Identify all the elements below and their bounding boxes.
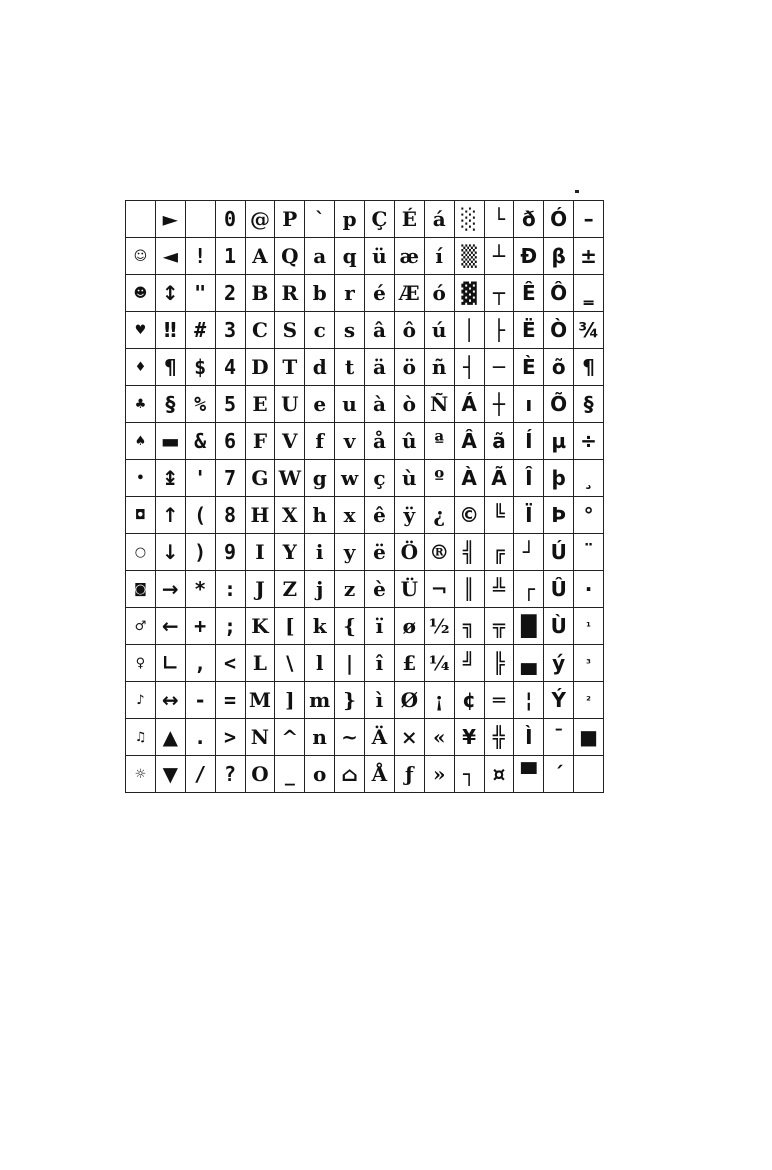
char-cell: ↑ xyxy=(155,497,185,534)
char-cell: ä xyxy=(365,349,395,386)
char-cell: } xyxy=(335,682,365,719)
char-cell: ´ xyxy=(544,756,574,793)
char-cell: █ xyxy=(514,608,544,645)
char-cell: % xyxy=(185,386,215,423)
char-cell: < xyxy=(215,645,245,682)
char-cell: ◄ xyxy=(155,238,185,275)
char-cell: Z xyxy=(275,571,305,608)
char-cell: 3 xyxy=(215,312,245,349)
char-cell: È xyxy=(514,349,544,386)
char-cell: ¢ xyxy=(454,682,484,719)
char-cell: ' xyxy=(185,460,215,497)
table-row xyxy=(126,349,604,386)
char-cell: └ xyxy=(484,201,514,238)
char-cell: g xyxy=(305,460,335,497)
char-cell: × xyxy=(394,719,424,756)
char-cell: É xyxy=(394,201,424,238)
char-cell: ı xyxy=(514,386,544,423)
char-cell: Q xyxy=(275,238,305,275)
char-cell: ‼ xyxy=(155,312,185,349)
char-cell: │ xyxy=(454,312,484,349)
table-row xyxy=(126,645,604,682)
char-cell: ç xyxy=(365,460,395,497)
char-cell: d xyxy=(305,349,335,386)
char-cell: ® xyxy=(424,534,454,571)
char-cell: ? xyxy=(215,756,245,793)
char-cell: [ xyxy=(275,608,305,645)
char-cell: ♣ xyxy=(126,386,156,423)
char-cell: ╚ xyxy=(484,497,514,534)
char-cell: ô xyxy=(394,312,424,349)
char-cell: ^ xyxy=(275,719,305,756)
char-cell: ▲ xyxy=(155,719,185,756)
char-cell: ¸ xyxy=(574,460,604,497)
char-cell: ♂ xyxy=(126,608,156,645)
char-cell: ¶ xyxy=(155,349,185,386)
char-cell: x xyxy=(335,497,365,534)
char-cell: , xyxy=(185,645,215,682)
char-cell: " xyxy=(185,275,215,312)
table-row xyxy=(126,312,604,349)
char-cell: µ xyxy=(544,423,574,460)
table-row xyxy=(126,534,604,571)
char-cell: é xyxy=(365,275,395,312)
char-cell: ¶ xyxy=(574,349,604,386)
char-cell: u xyxy=(335,386,365,423)
char-cell: → xyxy=(155,571,185,608)
char-cell: ░ xyxy=(454,201,484,238)
char-cell: Ù xyxy=(544,608,574,645)
char-cell: Ë xyxy=(514,312,544,349)
char-cell: ± xyxy=(574,238,604,275)
char-cell: ═ xyxy=(484,682,514,719)
char-cell: Å xyxy=(365,756,395,793)
table-row xyxy=(126,201,604,238)
char-cell: û xyxy=(394,423,424,460)
char-cell: I xyxy=(245,534,275,571)
char-cell: ) xyxy=(185,534,215,571)
char-cell: t xyxy=(335,349,365,386)
char-cell: ½ xyxy=(424,608,454,645)
char-cell: i xyxy=(305,534,335,571)
char-cell: : xyxy=(215,571,245,608)
char-cell: > xyxy=(215,719,245,756)
char-cell: ÷ xyxy=(574,423,604,460)
char-cell: Ø xyxy=(394,682,424,719)
char-cell: ¼ xyxy=(424,645,454,682)
char-cell: X xyxy=(275,497,305,534)
char-cell: ã xyxy=(484,423,514,460)
char-cell: ─ xyxy=(484,349,514,386)
char-cell: Û xyxy=(544,571,574,608)
char-cell: ▀ xyxy=(514,756,544,793)
char-cell: M xyxy=(245,682,275,719)
char-cell: ê xyxy=(365,497,395,534)
char-cell: A xyxy=(245,238,275,275)
char-cell: F xyxy=(245,423,275,460)
char-cell: ª xyxy=(424,423,454,460)
char-cell: á xyxy=(424,201,454,238)
char-cell: s xyxy=(335,312,365,349)
table-row xyxy=(126,497,604,534)
char-cell: º xyxy=(424,460,454,497)
table-row xyxy=(126,423,604,460)
char-cell: ┌ xyxy=(514,571,544,608)
char-cell: Ì xyxy=(514,719,544,756)
char-cell: Ú xyxy=(544,534,574,571)
char-cell: 8 xyxy=(215,497,245,534)
char-cell: @ xyxy=(245,201,275,238)
char-cell: P xyxy=(275,201,305,238)
char-cell: § xyxy=(574,386,604,423)
char-cell: ( xyxy=(185,497,215,534)
char-cell: ▼ xyxy=(155,756,185,793)
char-cell: þ xyxy=(544,460,574,497)
char-cell: ├ xyxy=(484,312,514,349)
char-cell: $ xyxy=(185,349,215,386)
char-cell: & xyxy=(185,423,215,460)
char-cell: Ö xyxy=(394,534,424,571)
char-cell: Ó xyxy=(544,201,574,238)
char-cell: ☻ xyxy=(126,275,156,312)
char-cell: ¯ xyxy=(544,719,574,756)
char-cell: ë xyxy=(365,534,395,571)
char-cell: Ê xyxy=(514,275,544,312)
char-cell: Ã xyxy=(484,460,514,497)
char-cell: À xyxy=(454,460,484,497)
char-cell: ø xyxy=(394,608,424,645)
char-cell: ☺ xyxy=(126,238,156,275)
char-cell: 4 xyxy=(215,349,245,386)
char-cell: h xyxy=(305,497,335,534)
char-cell: L xyxy=(245,645,275,682)
char-cell: â xyxy=(365,312,395,349)
char-cell: ║ xyxy=(454,571,484,608)
char-cell: ↔ xyxy=(155,682,185,719)
char-cell: 2 xyxy=(215,275,245,312)
char-cell: Í xyxy=(514,423,544,460)
char-cell: ` xyxy=(305,201,335,238)
char-cell: Æ xyxy=(394,275,424,312)
char-cell: Ô xyxy=(544,275,574,312)
char-cell: U xyxy=(275,386,305,423)
char-cell: R xyxy=(275,275,305,312)
char-cell: ♠ xyxy=(126,423,156,460)
char-cell: C xyxy=(245,312,275,349)
char-cell: ⌂ xyxy=(335,756,365,793)
char-cell: = xyxy=(215,682,245,719)
char-cell: ┬ xyxy=(484,275,514,312)
char-cell: î xyxy=(365,645,395,682)
char-cell: ◘ xyxy=(126,497,156,534)
char-cell: _ xyxy=(275,756,305,793)
char-cell: Â xyxy=(454,423,484,460)
char-cell: Ï xyxy=(514,497,544,534)
char-cell: å xyxy=(365,423,395,460)
char-cell: ← xyxy=(155,608,185,645)
char-cell: 7 xyxy=(215,460,245,497)
char-cell: ┘ xyxy=(514,534,544,571)
char-cell xyxy=(126,201,156,238)
char-cell: ð xyxy=(514,201,544,238)
char-cell: ñ xyxy=(424,349,454,386)
char-cell: D xyxy=(245,349,275,386)
char-cell: W xyxy=(275,460,305,497)
char-cell: © xyxy=(454,497,484,534)
char-cell: ù xyxy=(394,460,424,497)
char-cell: ╔ xyxy=(484,534,514,571)
char-cell: T xyxy=(275,349,305,386)
character-set-table xyxy=(125,200,604,793)
char-cell: ╠ xyxy=(484,645,514,682)
char-cell: / xyxy=(185,756,215,793)
char-cell: ↕ xyxy=(155,275,185,312)
char-cell: Ä xyxy=(365,719,395,756)
char-cell: £ xyxy=(394,645,424,682)
char-cell: | xyxy=(335,645,365,682)
char-cell: J xyxy=(245,571,275,608)
char-cell: ¦ xyxy=(514,682,544,719)
char-cell: p xyxy=(335,201,365,238)
char-cell: Á xyxy=(454,386,484,423)
table-row xyxy=(126,238,604,275)
char-cell: + xyxy=(185,608,215,645)
char-cell: ò xyxy=(394,386,424,423)
char-cell: ┐ xyxy=(454,756,484,793)
page-mark xyxy=(575,190,579,193)
char-cell: « xyxy=(424,719,454,756)
char-cell: æ xyxy=(394,238,424,275)
char-cell: - xyxy=(185,682,215,719)
char-cell: K xyxy=(245,608,275,645)
char-cell: \ xyxy=(275,645,305,682)
char-cell: β xyxy=(544,238,574,275)
char-cell: ┴ xyxy=(484,238,514,275)
char-cell: ! xyxy=(185,238,215,275)
char-cell: Y xyxy=(275,534,305,571)
char-cell: z xyxy=(335,571,365,608)
char-cell: è xyxy=(365,571,395,608)
char-cell: Ñ xyxy=(424,386,454,423)
char-cell: a xyxy=(305,238,335,275)
table-row xyxy=(126,571,604,608)
char-cell: ♪ xyxy=(126,682,156,719)
table-row xyxy=(126,386,604,423)
char-cell: j xyxy=(305,571,335,608)
char-cell: ♫ xyxy=(126,719,156,756)
char-cell: ▓ xyxy=(454,275,484,312)
table-row xyxy=(126,275,604,312)
char-cell: H xyxy=(245,497,275,534)
char-cell: { xyxy=(335,608,365,645)
table-row xyxy=(126,608,604,645)
char-cell: » xyxy=(424,756,454,793)
char-cell: ◙ xyxy=(126,571,156,608)
char-cell: O xyxy=(245,756,275,793)
char-cell: r xyxy=(335,275,365,312)
char-cell: ¬ xyxy=(424,571,454,608)
char-cell: 6 xyxy=(215,423,245,460)
char-cell: ý xyxy=(544,645,574,682)
char-cell: – xyxy=(574,201,604,238)
char-cell: v xyxy=(335,423,365,460)
char-cell: c xyxy=(305,312,335,349)
char-cell: ¨ xyxy=(574,534,604,571)
char-cell: § xyxy=(155,386,185,423)
char-cell: B xyxy=(245,275,275,312)
char-cell: Þ xyxy=(544,497,574,534)
char-cell: 5 xyxy=(215,386,245,423)
char-cell: f xyxy=(305,423,335,460)
char-cell: l xyxy=(305,645,335,682)
char-cell: ¹ xyxy=(574,608,604,645)
table-row xyxy=(126,460,604,497)
char-cell: í xyxy=(424,238,454,275)
char-cell: ú xyxy=(424,312,454,349)
char-cell: * xyxy=(185,571,215,608)
table-row xyxy=(126,682,604,719)
char-cell: ∟ xyxy=(155,645,185,682)
char-cell: ¤ xyxy=(484,756,514,793)
char-cell: w xyxy=(335,460,365,497)
char-cell: Ò xyxy=(544,312,574,349)
char-cell: ‗ xyxy=(574,275,604,312)
char-cell: Î xyxy=(514,460,544,497)
char-cell: ] xyxy=(275,682,305,719)
char-cell: q xyxy=(335,238,365,275)
char-cell: 9 xyxy=(215,534,245,571)
char-cell: ☼ xyxy=(126,756,156,793)
char-cell: # xyxy=(185,312,215,349)
char-cell: ¿ xyxy=(424,497,454,534)
char-cell: ï xyxy=(365,608,395,645)
char-cell: ì xyxy=(365,682,395,719)
char-cell: E xyxy=(245,386,275,423)
char-cell: ó xyxy=(424,275,454,312)
char-cell: Ý xyxy=(544,682,574,719)
char-cell: 0 xyxy=(215,201,245,238)
char-cell: V xyxy=(275,423,305,460)
char-cell: ↨ xyxy=(155,460,185,497)
char-cell: ° xyxy=(574,497,604,534)
char-cell: ö xyxy=(394,349,424,386)
char-cell: ┼ xyxy=(484,386,514,423)
char-cell: m xyxy=(305,682,335,719)
char-cell: ¥ xyxy=(454,719,484,756)
char-cell: à xyxy=(365,386,395,423)
char-cell: G xyxy=(245,460,275,497)
char-cell: ▬ xyxy=(155,423,185,460)
char-cell: ¡ xyxy=(424,682,454,719)
char-cell: o xyxy=(305,756,335,793)
char-cell: k xyxy=(305,608,335,645)
char-cell: n xyxy=(305,719,335,756)
char-cell: ╩ xyxy=(484,571,514,608)
char-cell: N xyxy=(245,719,275,756)
char-cell: ╝ xyxy=(454,645,484,682)
char-cell: ¾ xyxy=(574,312,604,349)
char-cell: ○ xyxy=(126,534,156,571)
char-cell: ♀ xyxy=(126,645,156,682)
char-cell: ▒ xyxy=(454,238,484,275)
char-cell: Õ xyxy=(544,386,574,423)
char-cell: e xyxy=(305,386,335,423)
char-cell: ² xyxy=(574,682,604,719)
char-cell: ³ xyxy=(574,645,604,682)
char-cell: ■ xyxy=(574,719,604,756)
char-cell: ; xyxy=(215,608,245,645)
char-cell: • xyxy=(126,460,156,497)
char-cell: ÿ xyxy=(394,497,424,534)
char-cell: Đ xyxy=(514,238,544,275)
char-cell: ╦ xyxy=(484,608,514,645)
char-cell: · xyxy=(574,571,604,608)
char-cell: ♦ xyxy=(126,349,156,386)
char-cell: ü xyxy=(365,238,395,275)
char-cell: . xyxy=(185,719,215,756)
char-cell: b xyxy=(305,275,335,312)
char-cell: Ç xyxy=(365,201,395,238)
char-cell: ▄ xyxy=(514,645,544,682)
table-row xyxy=(126,719,604,756)
char-cell: Ü xyxy=(394,571,424,608)
char-cell: ► xyxy=(155,201,185,238)
char-cell: ╬ xyxy=(484,719,514,756)
char-cell: ♥ xyxy=(126,312,156,349)
char-cell: ╣ xyxy=(454,534,484,571)
char-cell: 1 xyxy=(215,238,245,275)
char-cell: ~ xyxy=(335,719,365,756)
char-cell: õ xyxy=(544,349,574,386)
char-cell xyxy=(574,756,604,793)
char-cell: y xyxy=(335,534,365,571)
char-cell: ƒ xyxy=(394,756,424,793)
char-cell: ╗ xyxy=(454,608,484,645)
table-row xyxy=(126,756,604,793)
char-cell: S xyxy=(275,312,305,349)
char-cell xyxy=(185,201,215,238)
character-set-body xyxy=(126,201,604,793)
char-cell: ┤ xyxy=(454,349,484,386)
char-cell: ↓ xyxy=(155,534,185,571)
